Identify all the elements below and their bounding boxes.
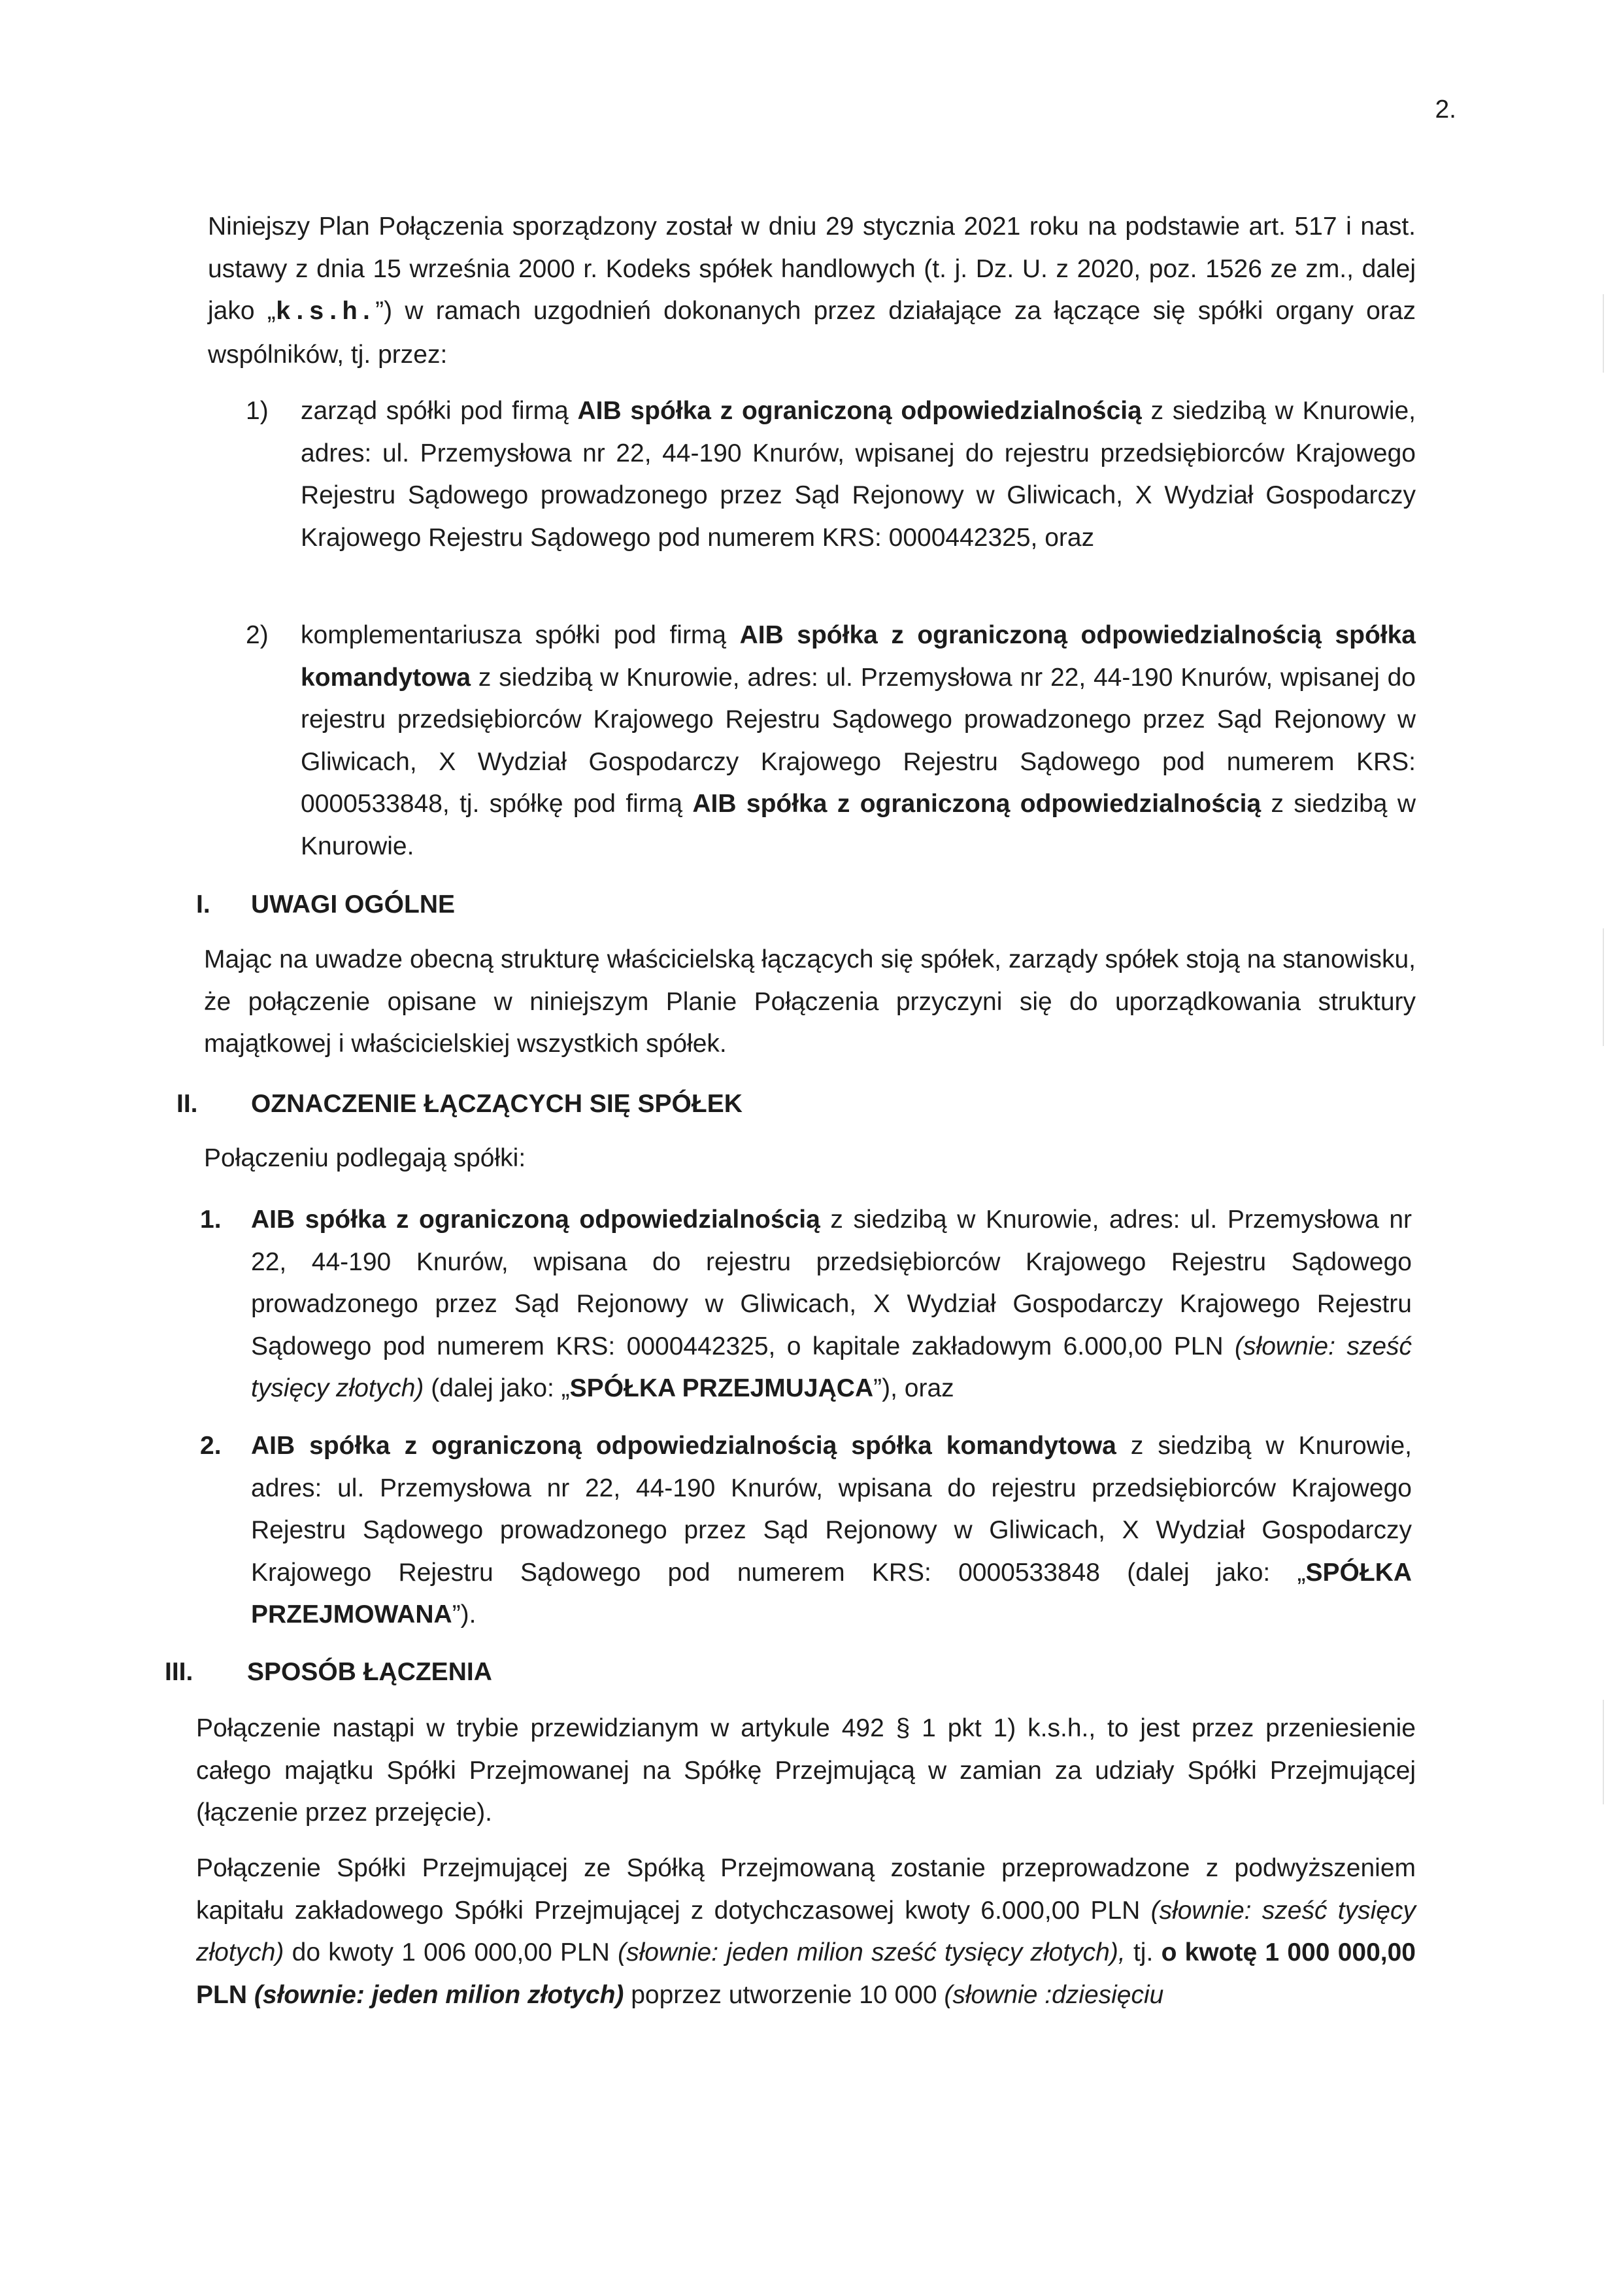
s3p2-italic-3: (słownie :dziesięciu [944,1980,1164,2009]
s3p2-text-1: Połączenie Spółki Przejmującej ze Spółką Przejmowaną zostanie przeprowadzone z podwyższeniem kapitału zakładowego Spółki Przejmującej z dotychczasowej kwoty 6.000,00 PLN [196,1854,1416,1925]
party-text-2 [301,615,1416,868]
company-2-details: z siedzibą w Knurowie, adres: ul. Przemysłowa nr 22, 44-190 Knurów, wpisana do rejestru przedsiębiorców Krajowego Rejestru Sądowego prowadzonego przez Sąd Rejonowy w Gliwicach, X Wydział Gospodarczy Krajowego Rejestru Sądowego pod numerem KRS: 0000533848 (dalej jako: „ [251,1432,1412,1587]
s3p2-bold-italic-words: (słownie: jeden milion złotych) [254,1980,624,2009]
company-1-tail: ”), oraz [873,1374,954,1402]
section-3-number: III. [165,1658,193,1686]
party-2-details: z siedzibą w Knurowie, adres: ul. Przemysłowa nr 22, 44-190 Knurów, wpisanej do rejestru przedsiębiorców Krajowego Rejestru Sądowego prowadzonego przez Sąd Rejonowy w Gliwicach, X Wydział Gospodarczy Krajowego Rejestru Sądowego pod numerem KRS: 0000533848, tj. spółkę pod firmą [301,663,1416,818]
intro-paragraph [208,206,1416,376]
s3p2-text-3: tj. [1125,1938,1161,1967]
s3p2-italic-1: (słownie: sześć tysięcy złotych) [196,1896,1416,1967]
section-3-paragraph-1: Połączenie nastąpi w trybie przewidzianym w artykule 492 § 1 pkt 1) k.s.h., to jest przez przeniesienie całego majątku Spółki Przejmowanej na Spółkę Przejmującą w zamian za udziały Spółki Przejmującej (łączenie przez przejęcie). [196,1714,1416,1827]
intro-text-1: Niniejszy Plan Połączenia sporządzony został w dniu 29 stycznia 2021 roku na podstawie art. 517 i nast. ustawy z dnia 15 września 2000 r. Kodeks spółek handlowych (t. j. Dz. U. z 2020, poz. 1526 ze zm., dalej jako „ [208,212,1416,325]
party-marker-1: 1) [246,397,269,425]
page-number: 2. [1435,95,1456,124]
party-2-tail: z siedzibą w Knurowie. [301,790,1416,860]
s3p2-italic-2: (słownie: jeden milion sześć tysięcy złotych), [618,1938,1126,1967]
company-2-name: AIB spółka z ograniczoną odpowiedzialnością spółka komandytowa [251,1432,1116,1460]
section-1-number: I. [196,890,210,919]
company-text-1 [251,1199,1412,1410]
scan-edge-mark [1603,294,1604,373]
section-2-title: OZNACZENIE ŁĄCZĄCYCH SIĘ SPÓŁEK [251,1090,743,1118]
company-1-details: z siedzibą w Knurowie, adres: ul. Przemysłowa nr 22, 44-190 Knurów, wpisana do rejestru przedsiębiorców Krajowego Rejestru Sądowego prowadzonego przez Sąd Rejonowy w Gliwicach, X Wydział Gospodarczy Krajowego Rejestru Sądowego pod numerem KRS: 0000442325, o kapitale zakładowym 6.000,00 PLN [251,1206,1412,1360]
s3p2-text-4: poprzez utworzenie 10 000 [624,1980,944,2009]
party-2-company-name: AIB spółka z ograniczoną odpowiedzialnością spółka komandytowa [301,621,1416,692]
company-1-alias-lead: (dalej jako: „ [424,1374,570,1402]
section-3-paragraph-2 [196,1848,1416,2016]
party-2-lead: komplementariusza spółki pod firmą [301,621,740,649]
company-marker-2: 2. [200,1432,222,1460]
company-marker-1: 1. [200,1206,222,1234]
s3p2-bold-amount: o kwotę 1 000 000,00 PLN [196,1938,1416,2009]
section-1-title: UWAGI OGÓLNE [251,890,455,919]
party-text-1 [301,390,1416,559]
company-1-name: AIB spółka z ograniczoną odpowiedzialnością [251,1206,820,1234]
scan-edge-mark [1603,1700,1604,1804]
company-2-tail: ”). [452,1600,476,1629]
section-2-number: II. [176,1090,198,1118]
scan-edge-mark [1603,928,1604,1046]
ksh-abbreviation: k.s.h. [275,298,376,327]
section-2-intro: Połączeniu podlegają spółki: [204,1144,526,1172]
company-1-alias: SPÓŁKA PRZEJMUJĄCA [569,1374,874,1402]
party-marker-2: 2) [246,621,269,649]
section-1-paragraph: Mając na uwadze obecną strukturę właścicielską łączących się spółek, zarządy spółek stoją na stanowisku, że połączenie opisane w niniejszym Planie Połączenia przyczyni się do uporządkowania struktury majątkowej i właścicielskiej wszystkich spółek. [204,945,1416,1058]
company-2-alias: SPÓŁKA PRZEJMOWANA [251,1558,1412,1629]
company-1-capital-words: (słownie: sześć tysięcy złotych) [251,1332,1412,1402]
section-3-title: SPOSÓB ŁĄCZENIA [247,1658,492,1686]
company-text-2 [251,1425,1412,1636]
s3p2-text-2: do kwoty 1 006 000,00 PLN [284,1938,618,1967]
party-2-general-partner-name: AIB spółka z ograniczoną odpowiedzialnością [692,790,1262,818]
intro-text-2: ”) w ramach uzgodnień dokonanych przez działające za łączące się spółki organy oraz wspólników, tj. przez: [208,297,1416,369]
party-1-lead: zarząd spółki pod firmą [301,397,578,425]
party-1-details: z siedzibą w Knurowie, adres: ul. Przemysłowa nr 22, 44-190 Knurów, wpisanej do rejestru przedsiębiorców Krajowego Rejestru Sądowego prowadzonego przez Sąd Rejonowy w Gliwicach, X Wydział Gospodarczy Krajowego Rejestru Sądowego pod numerem KRS: 0000442325, oraz [301,397,1416,552]
party-1-company-name: AIB spółka z ograniczoną odpowiedzialnością [577,397,1142,425]
